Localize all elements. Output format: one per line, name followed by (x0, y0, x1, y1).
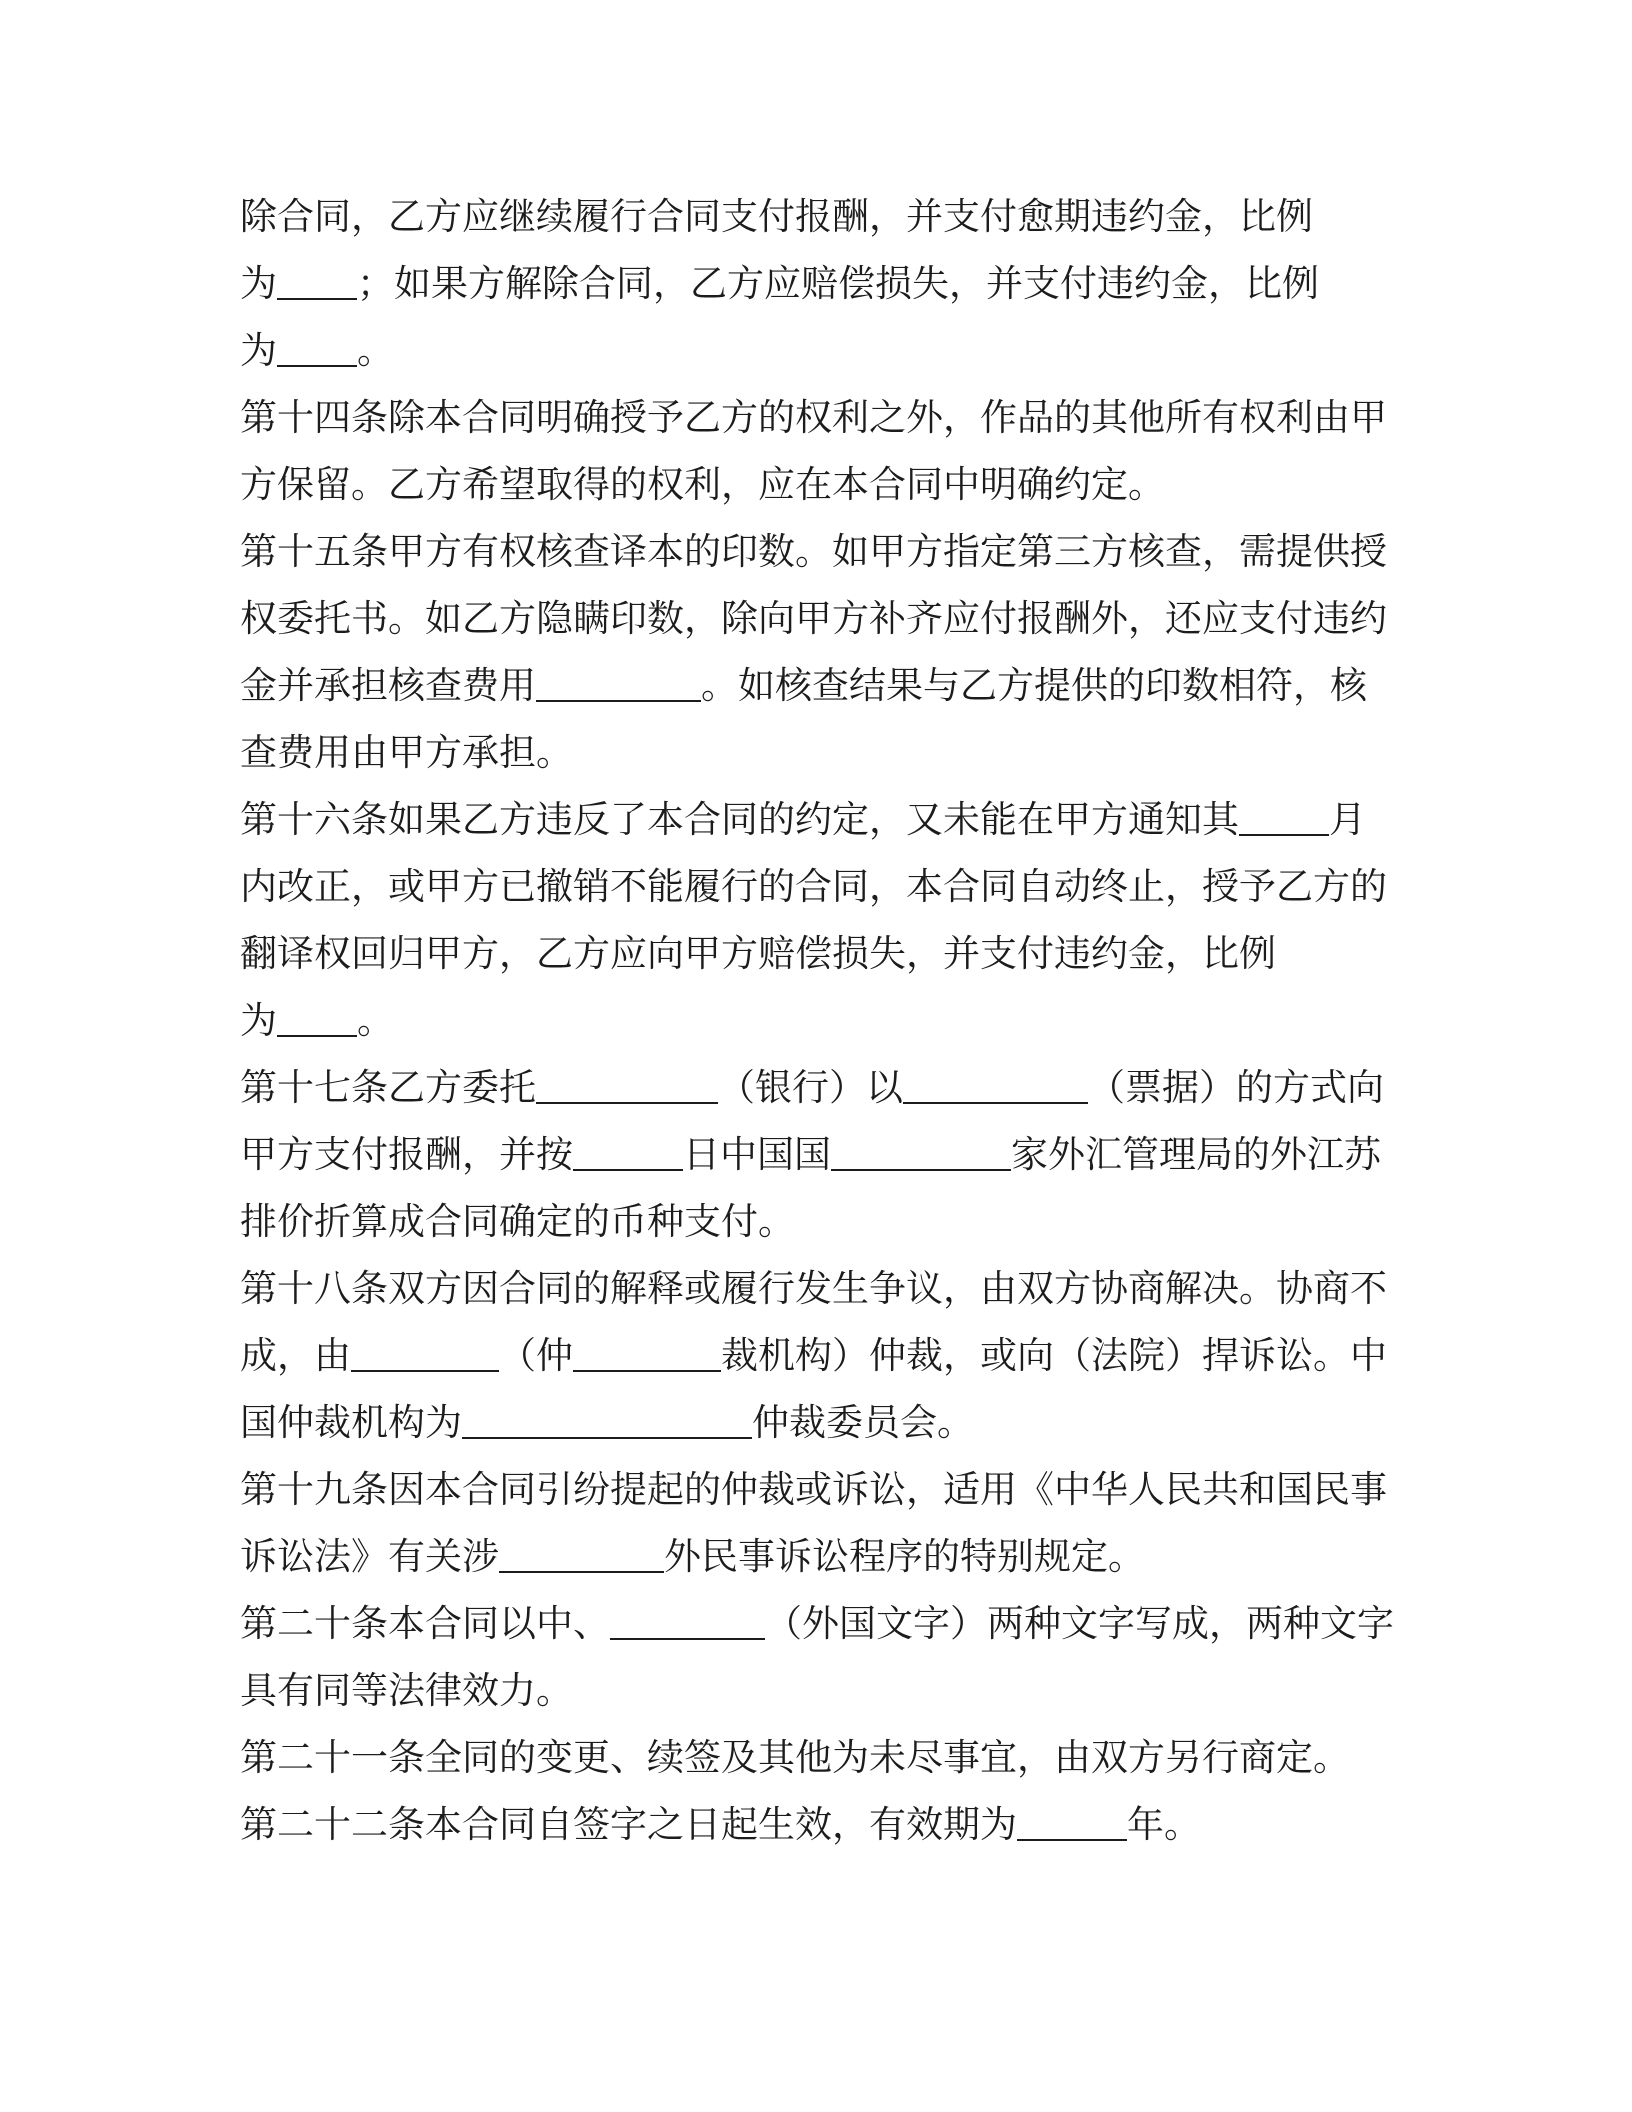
text-segment: （银行）以 (718, 1066, 903, 1109)
fill-in-blank[interactable] (499, 1531, 664, 1573)
text-segment: 翻译权回归甲方，乙方应向甲方赔偿损失，并支付违约金，比例 (240, 932, 1276, 975)
fill-in-blank[interactable] (277, 258, 357, 300)
fill-in-blank[interactable] (1239, 794, 1329, 836)
fill-in-blank[interactable] (610, 1598, 765, 1640)
text-line (240, 325, 394, 377)
text-segment: 日中国国 (683, 1133, 831, 1176)
text-line (240, 1598, 1394, 1650)
text-segment: 裁机构）仲裁，或向（法院）捍诉讼。中 (721, 1334, 1387, 1377)
text-segment: 第十四条除本合同明确授予乙方的权利之外，作品的其他所有权利由甲 (240, 396, 1387, 439)
text-segment: 第十七条乙方委托 (240, 1066, 536, 1109)
text-segment: 第十六条如果乙方违反了本合同的约定，又未能在甲方通知其 (240, 798, 1239, 841)
fill-in-blank[interactable] (462, 1397, 752, 1439)
text-line (240, 1799, 1201, 1851)
text-segment: 权委托书。如乙方隐瞒印数，除向甲方补齐应付报酬外，还应支付违约 (240, 597, 1387, 640)
text-segment: 为 (240, 262, 277, 305)
text-segment: 成，由 (240, 1334, 351, 1377)
text-segment: 。如核查结果与乙方提供的印数相符，核 (701, 664, 1367, 707)
text-segment: 诉讼法》有关涉 (240, 1535, 499, 1578)
text-line (240, 1129, 1381, 1181)
text-segment: 第十八条双方因合同的解释或履行发生争议，由双方协商解决。协商不 (240, 1267, 1387, 1310)
text-segment: 具有同等法律效力。 (240, 1669, 573, 1712)
text-segment: （仲 (499, 1334, 573, 1377)
text-segment: 甲方支付报酬，并按 (240, 1133, 573, 1176)
text-segment: 内改正，或甲方已撤销不能履行的合同，本合同自动终止，授予乙方的 (240, 865, 1387, 908)
text-segment: 家外汇管理局的外江苏 (1011, 1133, 1381, 1176)
fill-in-blank[interactable] (277, 325, 357, 367)
text-segment: 金并承担核查费用 (240, 664, 536, 707)
text-segment: 第十五条甲方有权核查译本的印数。如甲方指定第三方核查，需提供授 (240, 530, 1387, 573)
text-line (240, 1330, 1387, 1382)
fill-in-blank[interactable] (573, 1129, 683, 1171)
text-segment: 排价折算成合同确定的币种支付。 (240, 1200, 795, 1243)
text-segment: 第二十条本合同以中、 (240, 1602, 610, 1645)
fill-in-blank[interactable] (351, 1330, 499, 1372)
text-line (240, 392, 1387, 444)
text-line (240, 1196, 795, 1248)
text-segment: 为 (240, 329, 277, 372)
text-segment: （外国文字）两种文字写成，两种文字 (765, 1602, 1394, 1645)
text-line (240, 1062, 1384, 1114)
fill-in-blank[interactable] (1017, 1799, 1127, 1841)
text-line (240, 1464, 1387, 1516)
fill-in-blank[interactable] (277, 995, 357, 1037)
text-line (240, 1397, 974, 1449)
text-line (240, 1665, 573, 1717)
text-line (240, 1531, 1145, 1583)
text-segment: 方保留。乙方希望取得的权利，应在本合同中明确约定。 (240, 463, 1165, 506)
text-line (240, 1263, 1387, 1315)
text-segment: 第二十一条全同的变更、续签及其他为未尽事宜，由双方另行商定。 (240, 1736, 1350, 1779)
fill-in-blank[interactable] (831, 1129, 1011, 1171)
text-segment: 。 (357, 999, 394, 1042)
text-segment: 外民事诉讼程序的特别规定。 (664, 1535, 1145, 1578)
text-line (240, 727, 573, 779)
text-segment: 仲裁委员会。 (752, 1401, 974, 1444)
text-line (240, 258, 1319, 310)
text-segment: 为 (240, 999, 277, 1042)
text-line (240, 995, 394, 1047)
text-line (240, 593, 1387, 645)
text-segment: 第十九条因本合同引纷提起的仲裁或诉讼，适用《中华人民共和国民事 (240, 1468, 1387, 1511)
text-segment: 。 (357, 329, 394, 372)
text-segment: ；如果方解除合同，乙方应赔偿损失，并支付违约金，比例 (357, 262, 1319, 305)
text-line (240, 526, 1387, 578)
text-line (240, 660, 1367, 712)
text-segment: 除合同，乙方应继续履行合同支付报酬，并支付愈期违约金，比例 (240, 195, 1313, 238)
fill-in-blank[interactable] (573, 1330, 721, 1372)
text-segment: 国仲裁机构为 (240, 1401, 462, 1444)
text-segment: 年。 (1127, 1803, 1201, 1846)
text-line (240, 928, 1276, 980)
text-line (240, 861, 1387, 913)
text-line (240, 459, 1165, 511)
fill-in-blank[interactable] (903, 1062, 1088, 1104)
text-segment: 月 (1329, 798, 1366, 841)
fill-in-blank[interactable] (536, 1062, 718, 1104)
text-line (240, 1732, 1350, 1784)
text-line (240, 191, 1313, 243)
text-segment: 第二十二条本合同自签字之日起生效，有效期为 (240, 1803, 1017, 1846)
text-line (240, 794, 1366, 846)
text-segment: 查费用由甲方承担。 (240, 731, 573, 774)
fill-in-blank[interactable] (536, 660, 701, 702)
text-segment: （票据）的方式向 (1088, 1066, 1384, 1109)
